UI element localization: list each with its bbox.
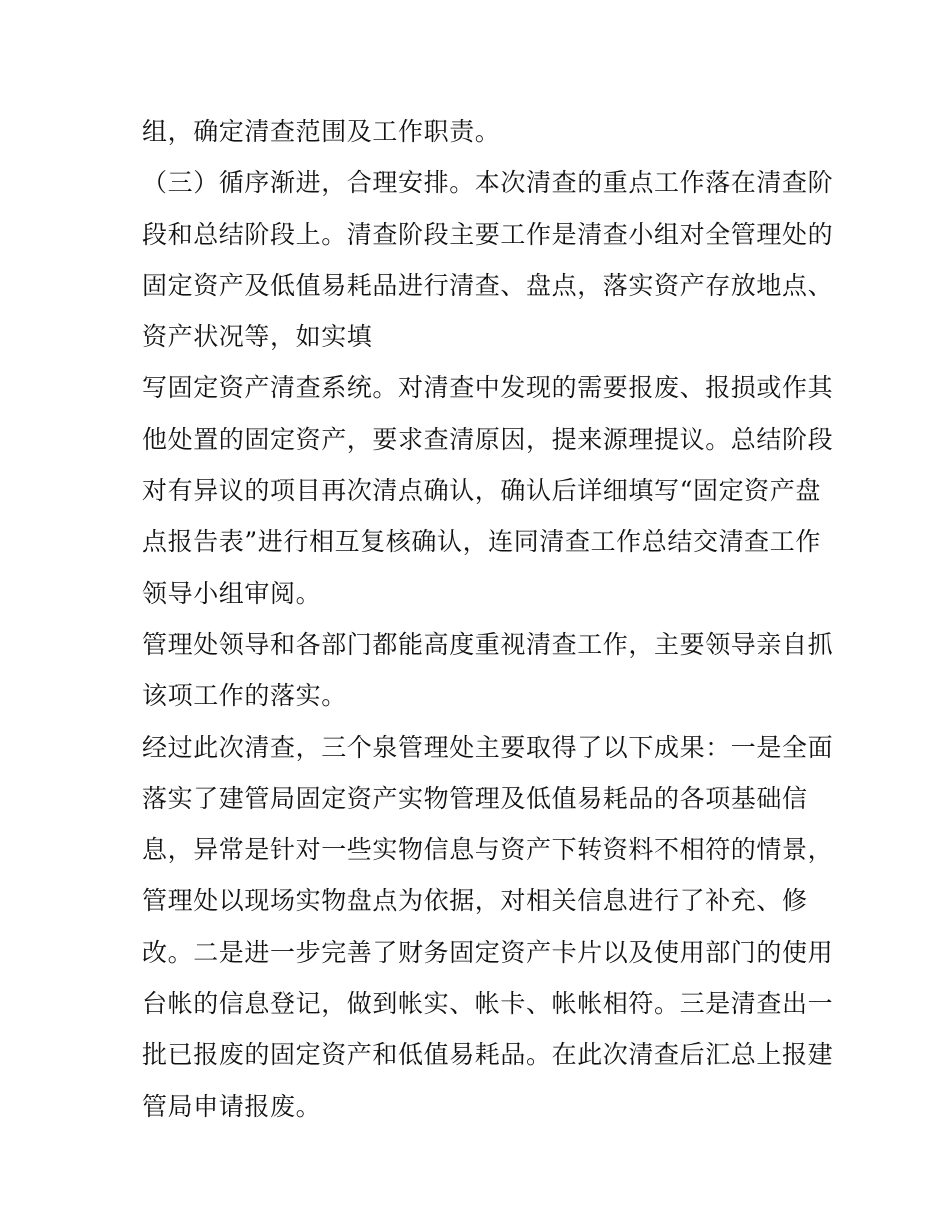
text-line: 点报告表”进行相互复核确认，连同清查工作总结交清查工作: [142, 527, 821, 557]
text-line: 改。二是进一步完善了财务固定资产卡片以及使用部门的使用: [142, 937, 834, 967]
text-line: 对有异议的项目再次清点确认，确认后详细填写“固定资产盘: [142, 476, 821, 506]
text-line: 他处置的固定资产，要求查清原因，提来源理提议。总结阶段: [142, 424, 834, 454]
text-line: 台帐的信息登记，做到帐实、帐卡、帐帐相符。三是清查出一: [142, 989, 834, 1019]
text-line: 该项工作的落实。: [142, 681, 347, 711]
text-line: 管理处以现场实物盘点为依据，对相关信息进行了补充、修: [142, 886, 808, 916]
text-line: 管局申请报废。: [142, 1091, 322, 1121]
document-body: [142, 106, 834, 1132]
text-line: 资产状况等，如实填: [142, 322, 373, 352]
text-line: 固定资产及低值易耗品进行清查、盘点，落实资产存放地点、: [142, 270, 834, 300]
text-line: 领导小组审阅。: [142, 578, 322, 608]
text-line: 落实了建管局固定资产实物管理及低值易耗品的各项基础信: [142, 783, 808, 813]
text-line: 批已报废的固定资产和低值易耗品。在此次清查后汇总上报建: [142, 1040, 834, 1070]
text-line: 写固定资产清查系统。对清查中发现的需要报废、报损或作其: [142, 373, 834, 403]
text-line: 管理处领导和各部门都能高度重视清查工作，主要领导亲自抓: [142, 629, 834, 659]
text-line: 经过此次清查，三个泉管理处主要取得了以下成果：一是全面: [142, 732, 834, 762]
text-line: 段和总结阶段上。清查阶段主要工作是清查小组对全管理处的: [142, 219, 834, 249]
text-line: 组，确定清查范围及工作职责。: [142, 117, 501, 146]
text-line: （三）循序渐进，合理安排。本次清查的重点工作落在清查阶: [142, 168, 834, 198]
text-line: 息，异常是针对一些实物信息与资产下转资料不相符的情景，: [142, 835, 834, 865]
